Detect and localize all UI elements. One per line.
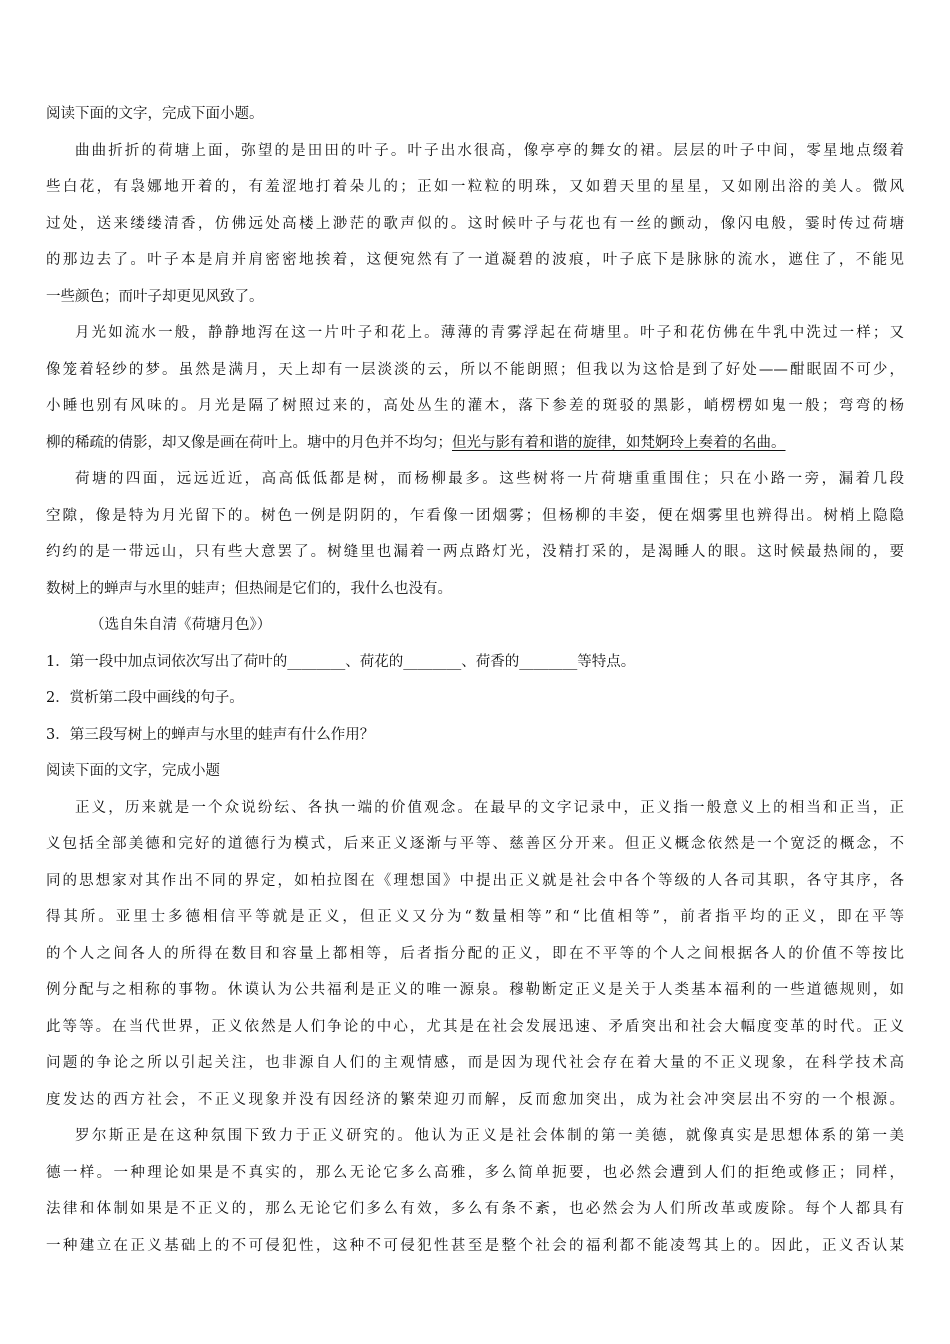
passage1-paragraph2-line [46,425,904,462]
passage2-paragraph1-line: 例分配与之相称的事物。休谟认为公共福利是正义的唯一源泉。穆勒断定正义是关于人类基本福利的一些道德规则，如 [46,982,904,998]
passage1-paragraph1 [46,133,904,316]
passage2-paragraph2-line: 罗尔斯正是在这种氛围下致力于正义研究的。他认为正义是社会体制的第一美德，就像真实是思想体系的第一美 [75,1128,904,1144]
section2-heading: 阅读下面的文字，完成小题 [46,763,220,779]
passage2-paragraph1-line: 此等等。在当代世界，正义依然是人们争论的中心，尤其是在社会发展迅速、矛盾突出和社会大幅度变革的时代。正义 [46,1018,904,1035]
question-3: 3．第三段写树上的蝉声与水里的蛙声有什么作用？ [46,726,375,743]
passage1-paragraph1-line: 些白花，有袅娜地开着的，有羞涩地打着朵儿的；正如一粒粒的明珠，又如碧天里的星星，又如刚出浴的美人。微风 [46,179,904,195]
passage1-paragraph3-line: 数树上的蝉声与水里的蛙声；但热闹是它们的，我什么也没有。 [46,580,452,597]
passage1-paragraph2 [46,315,904,461]
passage2-paragraph1 [46,790,904,1119]
document-page [46,96,904,1264]
passage2-paragraph2-line: 法律和体制如果是不正义的，那么无论它们多么有效，多么有条不紊，也必然会为人们所改革或废除。每个人都具有 [46,1201,904,1217]
passage1-paragraph3 [46,461,904,607]
passage1-paragraph1-line: 曲曲折折的荷塘上面，弥望的是田田的叶子。叶子出水很高，像亭亭的舞女的裙。层层的叶子中间，零星地点缀着 [75,142,904,159]
passage2-paragraph2 [46,1118,904,1264]
passage2-paragraph1-line: 问题的争论之所以引起关注，也非源自人们的主观情感，而是因为现代社会存在着大量的不正义现象，在科学技术高 [46,1055,904,1071]
section1-heading: 阅读下面的文字，完成下面小题。 [46,106,264,122]
passage1-paragraph1-line: 一些颜色；而叶子却更见风致了。 [46,288,264,305]
passage1-paragraph3-line: 空隙，像是特为月光留下的。树色一例是阴阴的，乍看像一团烟雾；但杨柳的丰姿，便在烟雾里也辨得出。树梢上隐隐 [46,507,904,524]
passage1-paragraph1-line: 过处，送来缕缕清香，仿佛远处高楼上渺茫的歌声似的。这时候叶子与花也有一丝的颤动，像闪电般，霎时传过荷塘 [46,215,904,232]
passage2-paragraph1-line: 正义，历来就是一个众说纷纭、各执一端的价值观念。在最早的文字记录中，正义指一般意义上的相当和正当，正 [75,799,904,816]
passage2-paragraph1-line: 得其所。亚里士多德相信平等就是正义，但正义又分为“数量相等”和“比值相等”，前者指平均的正义，即在平等 [46,909,904,925]
passage2-paragraph1-line: 的个人之间各人的所得在数目和容量上都相等，后者指分配的正义，即在不平等的个人之间根据各人的价值不等按比 [46,945,904,962]
passage1-paragraph2-line: 像笼着轻纱的梦。虽然是满月，天上却有一层淡淡的云，所以不能朗照；但我以为这恰是到了好处——酣眠固不可少， [46,361,904,378]
passage2-paragraph1-line: 义包括全部美德和完好的道德行为模式，后来正义逐渐与平等、慈善区分开来。但正义概念依然是一个宽泛的概念，不 [46,836,904,852]
source-citation: （选自朱自清《荷塘月色》） [90,617,272,633]
question-1: 1．第一段中加点词依次写出了荷叶的________、荷花的________、荷香的________等特点。 [46,653,636,670]
paragraph2-text: 柳的稀疏的倩影，却又像是画在荷叶上。塘中的月色并不均匀； [46,434,452,451]
passage2-paragraph2-line: 德一样。一种理论如果是不真实的，那么无论它多么高雅，多么简单扼要，也必然会遭到人们的拒绝或修正；同样， [46,1164,904,1181]
passage1-paragraph3-line: 荷塘的四面，远远近近，高高低低都是树，而杨柳最多。这些树将一片荷塘重重围住；只在小路一旁，漏着几段 [75,471,904,487]
passage2-paragraph1-line: 同的思想家对其作出不同的界定，如柏拉图在《理想国》中提出正义就是社会中各个等级的人各司其职，各守其序，各 [46,872,904,889]
passage1-paragraph1-line: 的那边去了。叶子本是肩并肩密密地挨着，这便宛然有了一道凝碧的波痕，叶子底下是脉脉的流水，遮住了，不能见 [46,252,904,268]
passage1-paragraph3-line: 约约的是一带远山，只有些大意罢了。树缝里也漏着一两点路灯光，没精打采的，是渴睡人的眼。这时候最热闹的，要 [46,544,904,560]
passage1-paragraph2-line: 小睡也别有风味的。月光是隔了树照过来的，高处丛生的灌木，落下参差的斑驳的黑影，峭楞楞如鬼一般；弯弯的杨 [46,398,904,414]
passage1-paragraph2-line: 月光如流水一般，静静地泻在这一片叶子和花上。薄薄的青雾浮起在荷塘里。叶子和花仿佛在牛乳中洗过一样；又 [75,325,904,341]
question-2: 2．赏析第二段中画线的句子。 [46,690,244,706]
passage2-paragraph1-line: 度发达的西方社会，不正义现象并没有因经济的繁荣迎刃而解，反而愈加突出，成为社会冲突层出不穷的一个根源。 [46,1091,904,1108]
passage2-paragraph2-line: 一种建立在正义基础上的不可侵犯性，这种不可侵犯性甚至是整个社会的福利都不能凌驾其上的。因此，正义否认某 [46,1237,904,1254]
underlined-sentence: 但光与影有着和谐的旋律，如梵婀玲上奏着的名曲。 [452,434,786,451]
